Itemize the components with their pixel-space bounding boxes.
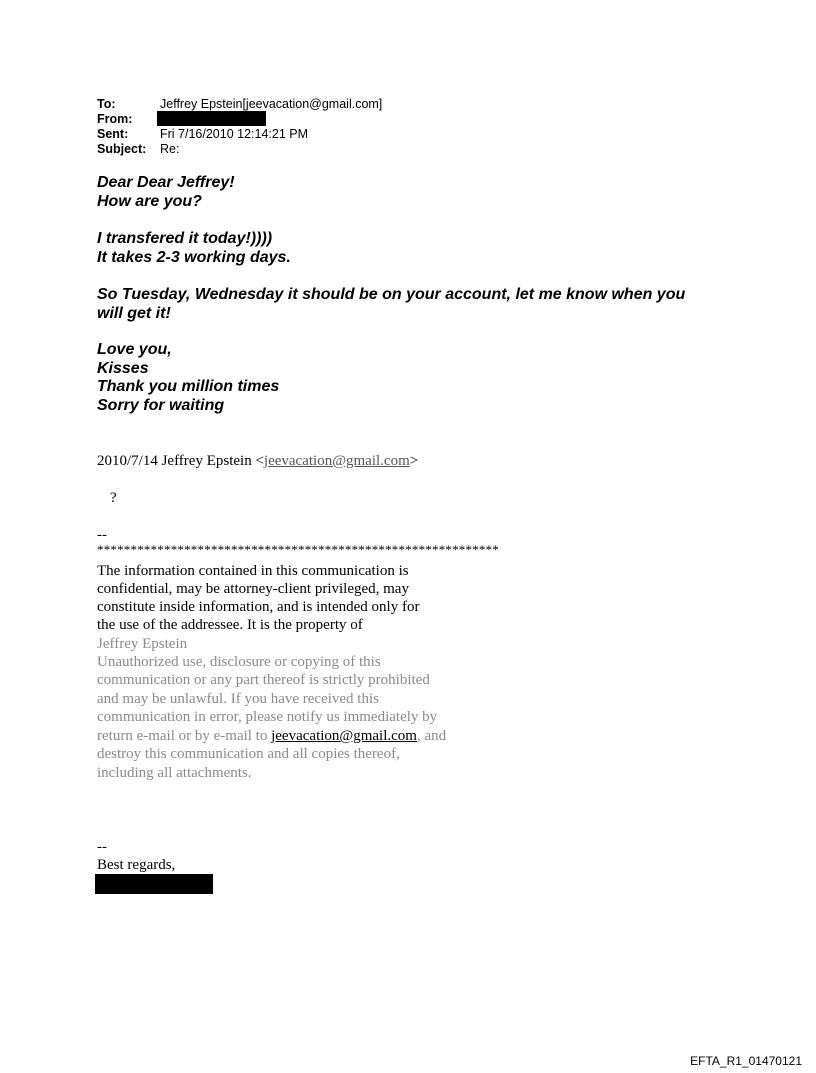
quoted-text: ? — [110, 490, 117, 506]
disclaimer-line: constitute inside information, and is intended only for — [97, 599, 420, 615]
sent-value: Fri 7/16/2010 12:14:21 PM — [160, 127, 309, 141]
attribution-prefix: 2010/7/14 Jeffrey Epstein < — [97, 453, 264, 469]
disclaimer-return-line — [97, 727, 446, 745]
subject-value: Re: — [160, 142, 180, 156]
disclaimer-line: the use of the addressee. It is the property of — [97, 617, 363, 633]
document-id: EFTA_R1_01470121 — [690, 1054, 802, 1068]
message-line: So Tuesday, Wednesday it should be on your account, let me know when you — [97, 286, 686, 303]
disclaimer-line-gray: communication or any part thereof is strictly prohibited — [97, 672, 430, 688]
asterisk-divider: ************************************************************ — [97, 542, 499, 557]
return-email-link[interactable]: jeevacation@gmail.com — [271, 728, 417, 744]
from-redaction — [157, 111, 266, 126]
disclaimer-line: The information contained in this communication is — [97, 563, 409, 579]
signature-redaction — [95, 874, 213, 894]
to-value: Jeffrey Epstein[jeevacation@gmail.com] — [160, 97, 383, 111]
attribution-suffix: > — [409, 453, 419, 469]
message-line: It takes 2-3 working days. — [97, 249, 291, 266]
sig-separator: -- — [97, 527, 107, 543]
message-line: Thank you million times — [97, 378, 280, 395]
disclaimer-line-gray: communication in error, please notify us immediately by — [97, 709, 438, 725]
return-prefix: return e-mail or by e-mail to — [97, 728, 272, 744]
message-line: Kisses — [97, 360, 149, 377]
disclaimer-line-gray: and may be unlawful. If you have received this — [97, 691, 379, 707]
to-label: To: — [97, 97, 116, 111]
message-line: will get it! — [97, 305, 171, 322]
disclaimer-line-gray: Jeffrey Epstein — [97, 636, 188, 652]
message-line: I transfered it today!)))) — [97, 230, 273, 247]
sent-label: Sent: — [97, 127, 129, 141]
disclaimer-line-gray: destroy this communication and all copies thereof, — [97, 746, 400, 762]
return-suffix: , and — [416, 728, 447, 744]
message-line: Love you, — [97, 341, 172, 358]
attribution-email-link[interactable]: jeevacation@gmail.com — [263, 453, 410, 469]
disclaimer-line-gray: Unauthorized use, disclosure or copying of this — [97, 654, 381, 670]
message-line: How are you? — [97, 193, 202, 210]
from-label: From: — [97, 112, 133, 126]
subject-label: Subject: — [97, 142, 147, 156]
quote-attribution — [97, 452, 418, 470]
disclaimer-line: confidential, may be attorney-client privileged, may — [97, 581, 409, 597]
signature-closing: Best regards, — [97, 857, 176, 873]
message-line: Dear Dear Jeffrey! — [97, 174, 235, 191]
signature-dashes: -- — [97, 839, 107, 855]
disclaimer-line-gray: including all attachments. — [97, 765, 252, 781]
message-line: Sorry for waiting — [97, 397, 225, 414]
